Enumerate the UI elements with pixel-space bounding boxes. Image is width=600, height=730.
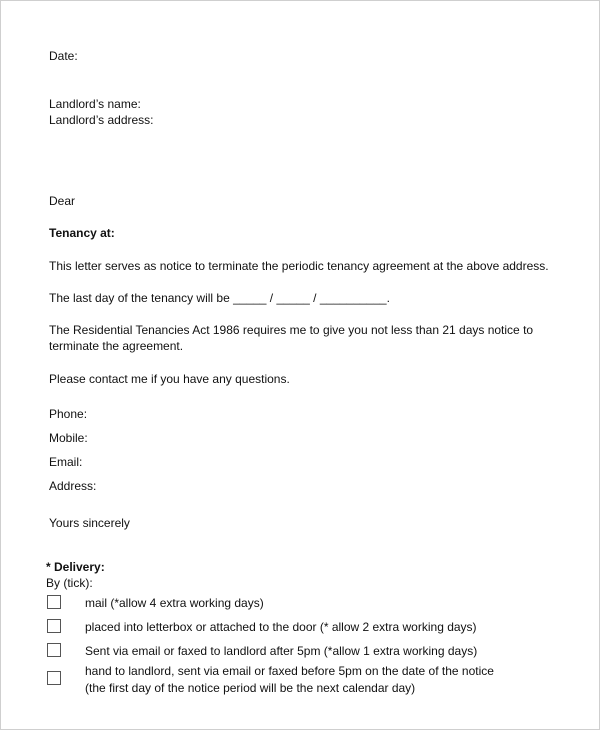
address-label: Address: [49, 479, 97, 493]
delivery-checkbox-email-after-5pm[interactable] [47, 643, 61, 657]
delivery-option-hand-line2: (the first day of the notice period will be the next calendar day) [85, 681, 416, 695]
act-paragraph-line2: terminate the agreement. [49, 339, 184, 353]
delivery-checkbox-letterbox[interactable] [47, 619, 61, 633]
phone-label: Phone: [49, 407, 88, 421]
mobile-label: Mobile: [49, 431, 88, 445]
delivery-option-letterbox: placed into letterbox or attached to the door (* allow 2 extra working days) [85, 620, 477, 634]
delivery-option-mail: mail (*allow 4 extra working days) [85, 596, 264, 610]
delivery-checkbox-mail[interactable] [47, 595, 61, 609]
notice-paragraph: This letter serves as notice to terminate the periodic tenancy agreement at the above address. [49, 259, 549, 273]
by-tick-label: By (tick): [46, 576, 93, 590]
date-label: Date: [49, 49, 78, 63]
delivery-option-hand-line1: hand to landlord, sent via email or faxed before 5pm on the date of the notice [85, 664, 494, 678]
closing: Yours sincerely [49, 516, 130, 530]
email-label: Email: [49, 455, 83, 469]
delivery-heading: * Delivery: [46, 560, 105, 574]
salutation: Dear [49, 194, 76, 208]
delivery-option-email-after-5pm: Sent via email or faxed to landlord after 5pm (*allow 1 extra working days) [85, 644, 478, 658]
act-paragraph-line1: The Residential Tenancies Act 1986 requires me to give you not less than 21 days notice to [49, 323, 534, 337]
delivery-checkbox-hand-to-landlord[interactable] [47, 671, 61, 685]
tenancy-label: Tenancy at: [49, 226, 115, 240]
landlord-name-label: Landlord’s name: [49, 97, 141, 111]
last-day-paragraph: The last day of the tenancy will be _____ / _____ / __________. [49, 291, 390, 305]
contact-paragraph: Please contact me if you have any questions. [49, 372, 290, 386]
landlord-address-label: Landlord’s address: [49, 113, 154, 127]
